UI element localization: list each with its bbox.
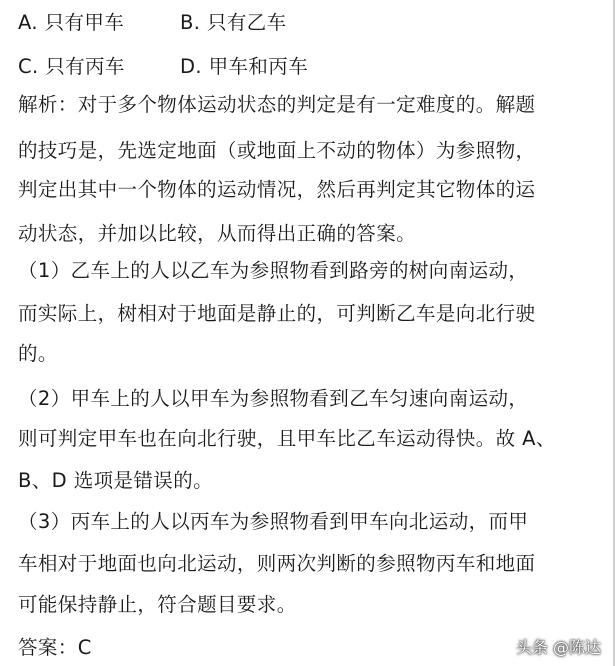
option-a: A. 只有甲车 — [18, 11, 125, 34]
analysis-line-12: 车相对于地面也向北运动，则两次判断的参照物丙车和地面 — [18, 552, 536, 575]
watermark-text: 头条 @陈达 — [515, 638, 601, 657]
analysis-line-9: 则可判定甲车也在向北行驶，且甲车比乙车运动得快。故 A、 — [18, 427, 556, 450]
analysis-line-1: 解析：对于多个物体运动状态的判定是有一定难度的。解题 — [18, 93, 536, 116]
analysis-line-4: 动状态，并加以比较，从而得出正确的答案。 — [18, 222, 417, 245]
answer-line: 答案：C — [18, 636, 92, 659]
option-b: B. 只有乙车 — [180, 11, 287, 34]
analysis-line-3: 判定出其中一个物体的运动情况，然后再判定其它物体的运 — [18, 178, 536, 201]
analysis-line-13: 可能保持静止，符合题目要求。 — [18, 593, 297, 616]
analysis-line-10: B、D 选项是错误的。 — [18, 469, 213, 492]
analysis-line-8: （2）甲车上的人以甲车为参照物看到乙车匀速向南运动， — [18, 387, 529, 410]
options-row-1 — [18, 8, 287, 38]
analysis-line-2: 的技巧是，先选定地面（或地面上不动的物体）为参照物， — [18, 139, 536, 162]
analysis-line-5: （1）乙车上的人以乙车为参照物看到路旁的树向南运动， — [18, 259, 529, 282]
analysis-line-7: 的。 — [18, 342, 58, 365]
option-d: D. 甲车和丙车 — [180, 55, 309, 78]
analysis-line-11: （3）丙车上的人以丙车为参照物看到甲车向北运动，而甲 — [18, 510, 529, 533]
watermark — [516, 638, 601, 658]
options-row-2 — [18, 52, 308, 82]
option-c: C. 只有丙车 — [18, 55, 125, 78]
analysis-line-6: 而实际上，树相对于地面是静止的，可判断乙车是向北行驶 — [18, 302, 536, 325]
